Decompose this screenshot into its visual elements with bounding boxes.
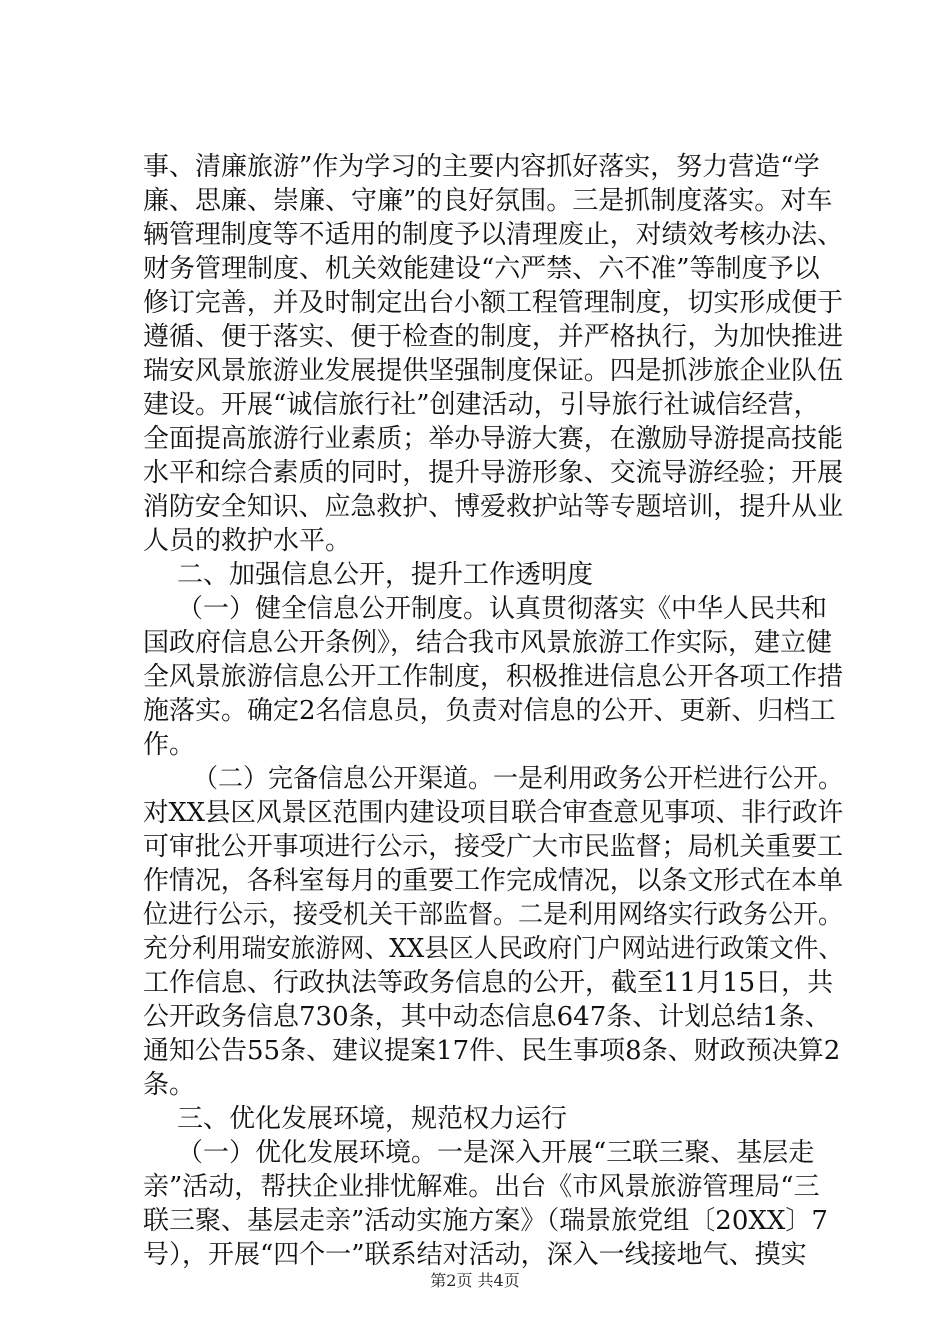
text-line: 公开政务信息730条，其中动态信息647条、计划总结1条、 <box>143 1002 831 1032</box>
text-line: 事、清廉旅游”作为学习的主要内容抓好落实，努力营造“学 <box>143 152 820 182</box>
text-line: 三、优化发展环境，规范权力运行 <box>177 1104 568 1134</box>
text-line: 人员的救护水平。 <box>143 526 352 556</box>
text-line: 亲”活动，帮扶企业排忧解难。出台《市风景旅游管理局“三 <box>143 1172 820 1202</box>
text-line: 二、加强信息公开，提升工作透明度 <box>177 560 594 590</box>
text-line: （二）完备信息公开渠道。一是利用政务公开栏进行公开。 <box>193 764 843 794</box>
text-line: 对XX县区风景区范围内建设项目联合审查意见事项、非行政许 <box>143 798 844 828</box>
text-line: 遵循、便于落实、便于检查的制度，并严格执行，为加快推进 <box>143 322 844 352</box>
text-line: 条。 <box>143 1070 196 1100</box>
text-line: 通知公告55条、建议提案17件、民生事项8条、财政预决算2 <box>143 1036 841 1066</box>
text-line: 修订完善，并及时制定出台小额工程管理制度，切实形成便于 <box>143 288 844 318</box>
text-line: 号），开展“四个一”联系结对活动，深入一线接地气、摸实 <box>143 1240 807 1270</box>
text-line: 廉、思廉、崇廉、守廉”的良好氛围。三是抓制度落实。对车 <box>143 186 833 216</box>
text-line: 瑞安风景旅游业发展提供坚强制度保证。四是抓涉旅企业队伍 <box>143 356 844 386</box>
text-line: 充分利用瑞安旅游网、XX县区人民政府门户网站进行政策文件、 <box>143 934 844 964</box>
text-line: 联三聚、基层走亲”活动实施方案》（瑞景旅党组〔20XX〕7 <box>143 1206 828 1236</box>
page-footer: 第2页 共4页 <box>430 1271 520 1290</box>
text-line: 作情况，各科室每月的重要工作完成情况，以条文形式在本单 <box>143 866 844 896</box>
text-line: 全风景旅游信息公开工作制度，积极推进信息公开各项工作措 <box>143 662 844 692</box>
text-line: 作。 <box>143 730 196 760</box>
text-line: 建设。开展“诚信旅行社”创建活动，引导旅行社诚信经营， <box>143 390 820 420</box>
text-line: 全面提高旅游行业素质；举办导游大赛，在激励导游提高技能 <box>143 424 844 454</box>
text-line: 水平和综合素质的同时，提升导游形象、交流导游经验；开展 <box>143 458 844 488</box>
text-line: （一）健全信息公开制度。认真贯彻落实《中华人民共和 <box>177 594 828 624</box>
document-body <box>143 150 843 1272</box>
text-line: 国政府信息公开条例》，结合我市风景旅游工作实际，建立健 <box>143 628 833 658</box>
text-line: （一）优化发展环境。一是深入开展“三联三聚、基层走 <box>177 1138 815 1168</box>
text-line: 工作信息、行政执法等政务信息的公开，截至11月15日，共 <box>143 968 834 998</box>
text-line: 消防安全知识、应急救护、博爱救护站等专题培训，提升从业 <box>143 492 844 522</box>
text-line: 可审批公开事项进行公示，接受广大市民监督；局机关重要工 <box>143 832 844 862</box>
text-line: 施落实。确定2名信息员，负责对信息的公开、更新、归档工 <box>143 696 836 726</box>
text-line: 位进行公示，接受机关干部监督。二是利用网络实行政务公开。 <box>143 900 843 930</box>
text-line: 辆管理制度等不适用的制度予以清理废止，对绩效考核办法、 <box>143 220 844 250</box>
text-line: 财务管理制度、机关效能建设“六严禁、六不准”等制度予以 <box>143 254 820 284</box>
